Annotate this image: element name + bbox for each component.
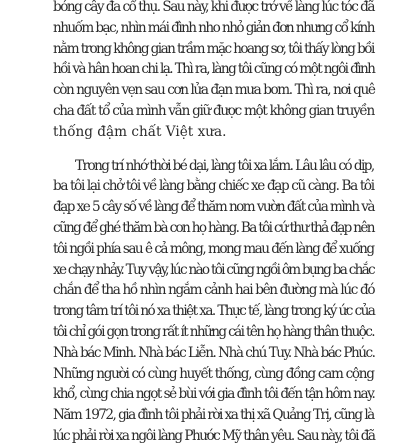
text-line: xe chạy nhảy. Tuy vậy, lúc nào tôi cũng ngồi ôm bụng ba chắc: [53, 261, 374, 278]
text-line: cũng để ghé thăm bà con họ hàng. Ba tôi cứ thư thả đạp nên: [53, 219, 374, 236]
text-line: ba tôi lại chở tôi về làng bằng chiếc xe đạp cũ càng. Ba tôi: [53, 178, 374, 195]
text-line: lúc phải rời xa ngôi làng Phước Mỹ thân yêu. Sau này, tôi đã: [53, 427, 375, 444]
text-line: nằm trong không gian trầm mặc hoang sơ, tôi thấy lòng bồi: [53, 40, 374, 57]
text-line: bóng cây đa cổ thụ. Sau này, khi được trở về làng lúc tóc đã: [53, 0, 374, 15]
text-line: Nhà bác Minh. Nhà bác Liễn. Nhà chú Tuy. Nhà bác Phúc.: [53, 344, 375, 361]
body-text: [53, 0, 374, 447]
text-line: Năm 1972, gia đình tôi phải rời xa thị xã Quảng Trị, cũng là: [53, 407, 374, 424]
paragraph-spacer: [53, 143, 374, 156]
text-line: tôi ngồi phía sau ê cả mông, mong mau đến làng để xuống: [53, 240, 374, 257]
paragraph-1: [53, 0, 374, 143]
text-line: còn nguyên vẹn sau cơn lửa đạn mưa bom. Thì ra, nơi quê: [53, 82, 375, 99]
paragraph-2: [53, 156, 374, 447]
text-line: chắn để tha hồ nhìn ngắm cảnh hai bên đường mà lúc đó: [53, 282, 375, 299]
text-line: thống đậm chất Việt xưa.: [53, 123, 227, 140]
text-line: khổ, cùng chia ngọt sẻ bùi với gia đình tôi đến tận hôm nay.: [53, 386, 375, 403]
text-line: Trong trí nhớ thời bé dại, làng tôi xa lắm. Lâu lâu có dịp,: [75, 157, 374, 174]
text-line: đạp xe 5 cây số về làng để thăm nom vườn đất của mình và: [53, 199, 374, 216]
text-line: nhuốm bạc, nhìn mái đình nho nhỏ giản đơn nhưng cổ kính: [53, 19, 374, 36]
text-line: tôi chỉ gói gọn trong rất ít những cái tên họ hàng thân thuộc.: [53, 323, 374, 340]
text-line: trong tâm trí tôi nó xa thiệt xa. Thực tế, làng trong ký ức của: [53, 303, 375, 320]
text-line: Những người có cùng huyết thống, cùng đồng cam cộng: [53, 365, 374, 382]
text-line: hồi và hân hoan chi lạ. Thì ra, làng tôi cũng có một ngôi đình: [53, 61, 375, 78]
text-line: cha đất tổ của mình vẫn giữ được một không gian truyền: [53, 102, 374, 119]
